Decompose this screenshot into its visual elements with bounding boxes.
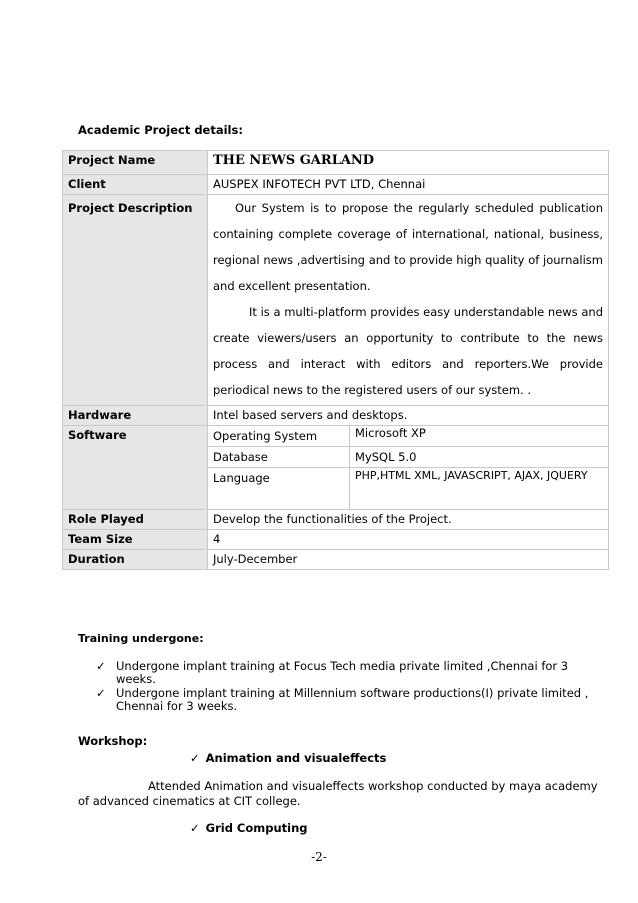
software-os-value: Microsoft XP <box>350 426 609 447</box>
training-item-text: Undergone implant training at Focus Tech media private limited ,Chennai for 3 weeks. <box>116 659 569 686</box>
team-label: Team Size <box>63 529 208 549</box>
software-table <box>208 426 608 509</box>
project-name-row <box>63 151 609 175</box>
list-item <box>96 660 608 686</box>
workshop-item-2 <box>190 821 308 835</box>
academic-heading: Academic Project details: <box>78 123 243 137</box>
client-row <box>63 175 609 195</box>
description-label: Project Description <box>63 195 208 406</box>
workshop-item-2-title: Grid Computing <box>205 821 308 835</box>
software-db-value: MySQL 5.0 <box>350 447 609 468</box>
client-value: AUSPEX INFOTECH PVT LTD, Chennai <box>208 175 609 195</box>
training-item-text: Undergone implant training at Millennium software productions(I) private limited , Chennai for 3 weeks. <box>116 686 589 713</box>
client-label: Client <box>63 175 208 195</box>
project-name-value: THE NEWS GARLAND <box>208 151 609 175</box>
software-row <box>63 426 609 510</box>
team-value: 4 <box>208 529 609 549</box>
project-table <box>62 150 609 570</box>
role-value: Develop the functionalities of the Project. <box>208 509 609 529</box>
software-lang-key: Language <box>208 468 350 509</box>
duration-value: July-December <box>208 549 609 569</box>
description-row <box>63 195 609 406</box>
list-item <box>96 687 608 713</box>
page-number: -2- <box>311 850 327 864</box>
software-db-key: Database <box>208 447 350 468</box>
checkmark-icon: ✓ <box>96 659 106 673</box>
workshop-heading: Workshop: <box>78 734 148 748</box>
duration-row <box>63 549 609 569</box>
hardware-value: Intel based servers and desktops. <box>208 406 609 426</box>
workshop-item-1-title: Animation and visualeffects <box>205 751 387 765</box>
role-label: Role Played <box>63 509 208 529</box>
checkmark-icon: ✓ <box>96 686 106 700</box>
software-lang-value: PHP,HTML XML, JAVASCRIPT, AJAX, JQUERY <box>355 469 588 482</box>
description-value <box>208 195 609 406</box>
workshop-item-1 <box>190 751 386 765</box>
description-paragraph-1: Our System is to propose the regularly scheduled publication containing complete coverage of international, national, business, regional news ,advertising and to provide high quality of journalism and excellent presentation. <box>213 201 603 293</box>
checkmark-icon: ✓ <box>190 821 200 835</box>
project-name-label: Project Name <box>63 151 208 175</box>
software-value <box>208 426 609 510</box>
training-list <box>96 660 608 714</box>
hardware-label: Hardware <box>63 406 208 426</box>
checkmark-icon: ✓ <box>190 751 200 765</box>
role-row <box>63 509 609 529</box>
software-label: Software <box>63 426 208 510</box>
training-heading: Training undergone: <box>78 632 204 645</box>
duration-label: Duration <box>63 549 208 569</box>
software-os-key: Operating System <box>208 426 350 447</box>
description-paragraph-2: It is a multi-platform provides easy understandable news and create viewers/users an opportunity to contribute to the news process and interact with editors and reporters.We provide periodical news to the registered users of our system. . <box>213 305 603 397</box>
hardware-row <box>63 406 609 426</box>
workshop-item-1-description: Attended Animation and visualeffects workshop conducted by maya academy of advanced cinematics at CIT college. <box>78 779 598 808</box>
team-row <box>63 529 609 549</box>
